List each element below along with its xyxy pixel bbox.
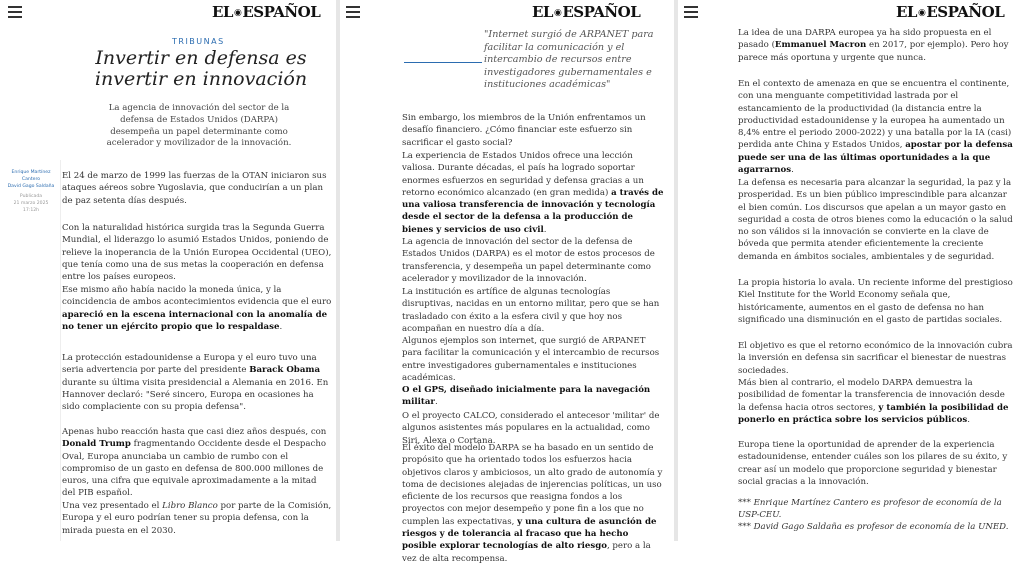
site-logo[interactable]: EL◉ESPAÑOL (532, 3, 641, 21)
hamburger-menu-icon[interactable] (8, 6, 22, 18)
divider (60, 160, 61, 541)
page-title: Invertir en defensa es invertir en innovación (94, 47, 308, 90)
pull-quote: "Internet surgió de ARPANET para facilitar la comunicación y el intercambio de recursos entre investigadores gubernamentales e instituciones académicas" (484, 29, 654, 91)
paragraph: La defensa es necesaria para alcanzar la seguridad, la paz y la prosperidad. Es un bien público imprescindible para alcanzar el bien común. Los discursos que apelan a un mayor gasto en seguridad a costa de otros bienes como la educación o la salud no son válidos si la innovación se convierte en la clave de bóveda que permita atender eficientemente la creciente demanda en ámbitos sociales, ambientales y de seguridad. (738, 178, 1013, 262)
paragraph: Con la naturalidad histórica surgida tras la Segunda Guerra Mundial, el liderazgo lo asumió Estados Unidos, poniendo de relieve la inoperancia de la Unión Europea Occidental (UEO), que tenía como una de sus metas la cooperación en defensa entre los países europeos. (62, 223, 332, 283)
article-panel-1 (0, 0, 336, 541)
site-logo[interactable]: EL◉ESPAÑOL (896, 3, 1005, 21)
article-panel-3 (678, 0, 1024, 541)
author-link[interactable]: Enrique Martínez Cantero (11, 170, 51, 182)
quote-accent-line (404, 62, 482, 63)
author-link[interactable]: David Gago Saldaña (7, 183, 55, 189)
paragraph: Más bien al contrario, el modelo DARPA demuestra la posibilidad de fomentar la transferencia de innovación desde la defensa hacia otros sectores, y también la posibilidad de ponerlo en práctica sobre los servicios públicos. (738, 378, 1009, 425)
byline (4, 170, 58, 215)
paragraph: O el proyecto CALCO, considerado el antecesor 'militar' de algunos asistentes más populares en la actualidad, como Siri, Alexa o Cortana. (402, 411, 660, 446)
paragraph: El objetivo es que el retorno económico de la innovación cubra la inversión en defensa sin sacrificar el bienestar de nuestras sociedades. (738, 341, 1013, 376)
publish-time: 17:12h (22, 207, 40, 213)
paragraph: Ese mismo año había nacido la moneda única, y la coincidencia de ambos acontecimientos evidencia que el euro apareció en la escena internacional con la anomalía de no tener un ejército propio que lo respaldase. (62, 285, 332, 332)
paragraph: La experiencia de Estados Unidos ofrece una lección valiosa. Durante décadas, el país ha logrado soportar enormes esfuerzos en seguridad y defensa gracias a un retorno económico alcanzado (en gran medida) a través de una valiosa transferencia de innovación y tecnología desde el sector de la defensa a la producción de bienes y servicios de uso civil. (402, 151, 664, 235)
hamburger-menu-icon[interactable] (346, 6, 360, 18)
paragraph: En el contexto de amenaza en que se encuentra el continente, con una menguante competitividad lastrada por el estancamiento de la productividad (la distancia entre la productividad estadounidense y la europea ha aumentado un 8,4% entre el periodo 2000-2022) y una batalla por la IA (casi) perdida ante China y Estados Unidos, apostar por la defensa puede ser una de las últimas oportunidades a la que agarrarnos. (738, 79, 1013, 176)
article-subtitle: La agencia de innovación del sector de la defensa de Estados Unidos (DARPA) desempeña un papel determinante como acelerador y movilizador de la innovación. (106, 103, 292, 149)
author-note: *** David Gago Saldaña es profesor de economía de la UNED. (738, 522, 1009, 532)
paragraph: La protección estadounidense a Europa y el euro tuvo una seria advertencia por parte del presidente Barack Obama durante su última visita presidencial a Alemania en 2016. En Hannover declaró: "Seré sincero, Europa en ocasiones ha sido complaciente con su propia defensa". (62, 353, 329, 413)
hamburger-menu-icon[interactable] (684, 6, 698, 18)
author-note: *** Enrique Martínez Cantero es profesor de economía de la USP-CEU. (738, 498, 1002, 521)
paragraph: El 24 de marzo de 1999 las fuerzas de la OTAN iniciaron sus ataques aéreos sobre Yugoslavia, que conducirían a un plan de paz setenta días después. (62, 171, 327, 206)
paragraph: Europa tiene la oportunidad de aprender de la experiencia estadounidense, entender cuáles son los pilares de su éxito, y crear así un modelo que proporcione seguridad y bienestar social gracias a la innovación. (738, 440, 1008, 487)
paragraph: Algunos ejemplos son internet, que surgió de ARPANET para facilitar la comunicación y el intercambio de recursos entre investigadores gubernamentales e instituciones académicas. (402, 336, 660, 383)
site-logo[interactable]: EL◉ESPAÑOL (212, 3, 321, 21)
paragraph: Apenas hubo reacción hasta que casi diez años después, con Donald Trump fragmentando Occidente desde el Despacho Oval, Europa anunciaba un cambio de rumbo con el compromiso de un gasto en defensa de 800.000 millones de euros, una cifra que equivale aproximadamente a la mitad del PIB español. (62, 427, 327, 499)
paragraph: El éxito del modelo DARPA se ha basado en un sentido de propósito que ha orientado todos los esfuerzos hacia objetivos claros y ambiciosos, un alto grado de autonomía y toma de decisiones alejadas de injerencias políticas, un uso eficiente de los recursos que reasigna fondos a los proyectos con mejor desempeño y pone fin a los que no cumplen las expectativas, y una cultura de asunción de riesgos y de tolerancia al fracaso que ha hecho posible explorar tecnologías de alto riesgo, pero a la vez de alta recompensa. (402, 443, 663, 564)
section-label[interactable]: TRIBUNAS (172, 37, 225, 46)
publish-date: 21 marzo 2025 (13, 201, 49, 207)
published-label: Publicada (19, 194, 43, 200)
paragraph: O el GPS, diseñado inicialmente para la navegación militar. (402, 385, 651, 408)
paragraph: La idea de una DARPA europea ya ha sido propuesta en el pasado (Emmanuel Macron en 2017, por ejemplo). Pero hoy parece más oportuna y urgente que nunca. (738, 28, 1009, 63)
paragraph: Una vez presentado el Libro Blanco por parte de la Comisión, Europa y el euro podrían tener su propia defensa, con la mirada puesta en el 2030. (62, 501, 332, 536)
paragraph: La agencia de innovación del sector de la defensa de Estados Unidos (DARPA) es el motor de estos procesos de transferencia, y desempeña un papel determinante como acelerador y movilizador de la innovación. (402, 237, 655, 284)
paragraph: La propia historia lo avala. Un reciente informe del prestigioso Kiel Institute for the World Economy señala que, históricamente, aumentos en el gasto de defensa no han significado una disminución en el gasto de partidas sociales. (738, 278, 1013, 325)
paragraph: La institución es artífice de algunas tecnologías disruptivas, nacidas en un entorno militar, pero que se han trasladado con éxito a la esfera civil y que hoy nos acompañan en nuestro día a día. (402, 287, 660, 334)
paragraph: Sin embargo, los miembros de la Unión enfrentamos un desafío financiero. ¿Cómo financiar este esfuerzo sin sacrificar el gasto social? (402, 113, 646, 148)
